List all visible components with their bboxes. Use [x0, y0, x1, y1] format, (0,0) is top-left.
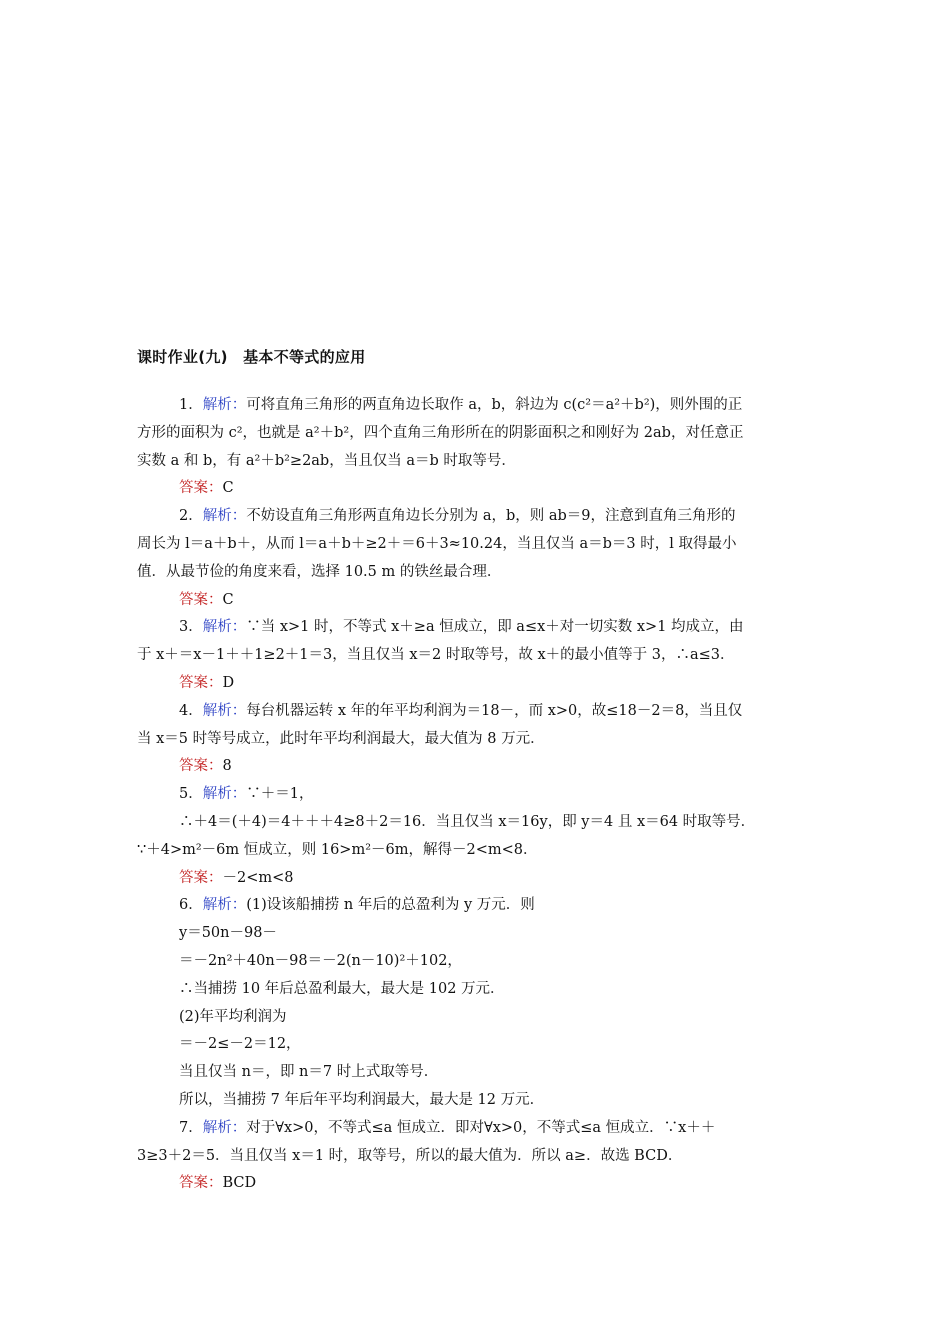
q3-number: 3．	[179, 619, 203, 636]
q5-line-1	[137, 781, 817, 809]
q5-answer-value: －2<m<8	[222, 869, 294, 886]
q7-answer	[137, 1170, 817, 1198]
q6-line-3: ＝－2n²＋40n－98＝－2(n－10)²＋102，	[179, 952, 462, 969]
q4-number: 4．	[179, 702, 203, 719]
q4-text-1: 每台机器运转 x 年的年平均利润为＝18－，而 x>0，故≤18－2＝8，当且仅	[246, 702, 743, 719]
q4-answer-label: 答案：	[179, 758, 223, 775]
q3-analysis-label: 解析：	[202, 619, 247, 636]
q7-line-2: 3≥3＋2＝5．当且仅当 x＝1 时，取等号，所以的最大值为．所以 a≥．故选 BCD．	[137, 1147, 683, 1164]
q2-line-1	[137, 503, 817, 531]
q3-answer-label: 答案：	[179, 674, 223, 691]
q3-answer	[137, 670, 817, 698]
q4-answer	[137, 753, 817, 781]
q1-text-1: 可将直角三角形的两直角边长取作 a，b，斜边为 c(c²＝a²＋b²)，则外围的正	[246, 397, 743, 413]
q3-line-1	[137, 614, 817, 642]
q5-analysis-label: 解析：	[202, 786, 247, 803]
q4-answer-value: 8	[222, 758, 232, 775]
q6-line-5: (2)年平均利润为	[179, 1008, 287, 1025]
q6-number: 6．	[179, 897, 203, 914]
q3-text-1: ∵当 x>1 时，不等式 x＋≥a 恒成立，即 a≤x＋对一切实数 x>1 均成立，由	[246, 619, 744, 636]
q1-answer-value: C	[222, 480, 234, 497]
q3-answer-value: D	[222, 674, 235, 691]
q1-line-1	[137, 392, 817, 420]
q6-line-4: ∴当捕捞 10 年后总盈利最大，最大是 102 万元．	[179, 980, 505, 997]
q2-answer	[137, 587, 817, 615]
q2-number: 2．	[179, 508, 203, 525]
document-page	[137, 346, 817, 1198]
q7-number: 7．	[179, 1119, 203, 1136]
q5-line-3: ∵＋4>m²－6m 恒成立，则 16>m²－6m，解得－2<m<8．	[137, 841, 538, 858]
q2-line-3: 值．从最节俭的角度来看，选择 10.5 m 的铁丝最合理．	[137, 563, 502, 580]
q1-line-3: 实数 a 和 b，有 a²＋b²≥2ab，当且仅当 a＝b 时取等号．	[137, 452, 516, 469]
q1-answer-label: 答案：	[179, 480, 223, 497]
q4-line-1	[137, 698, 817, 726]
q7-analysis-label: 解析：	[202, 1119, 247, 1136]
q2-text-1: 不妨设直角三角形两直角边长分别为 a，b，则 ab＝9，注意到直角三角形的	[246, 508, 736, 525]
q7-answer-value: BCD	[222, 1175, 257, 1192]
q7-text-1: 对于∀x>0，不等式≤a 恒成立．即对∀x>0，不等式≤a 恒成立．∵x＋＋	[246, 1119, 716, 1136]
q5-line-2: ∴＋4＝(＋4)＝4＋＋＋4≥8＋2＝16．当且仅当 x＝16y，即 y＝4 且 x＝64 时取等号．	[179, 813, 756, 830]
q7-line-1	[137, 1115, 817, 1143]
q7-answer-label: 答案：	[179, 1175, 223, 1192]
q4-analysis-label: 解析：	[202, 702, 247, 719]
q1-analysis-label: 解析：	[202, 397, 247, 413]
q4-line-2: 当 x＝5 时等号成立，此时年平均利润最大，最大值为 8 万元．	[137, 730, 545, 747]
q6-line-8: 所以，当捕捞 7 年后年平均利润最大，最大是 12 万元．	[179, 1091, 545, 1108]
q6-line-2: y＝50n－98－	[179, 925, 277, 942]
q1-answer	[137, 475, 817, 503]
q5-number: 5．	[179, 786, 203, 803]
q6-line-1	[137, 892, 817, 920]
q2-analysis-label: 解析：	[202, 508, 247, 525]
q5-answer	[137, 865, 817, 893]
page-title: 课时作业(九) 基本不等式的应用	[137, 348, 366, 366]
q5-answer-label: 答案：	[179, 869, 223, 886]
q3-line-2: 于 x＋＝x－1＋＋1≥2＋1＝3，当且仅当 x＝2 时取等号，故 x＋的最小值等于 3，∴a≤3．	[137, 647, 735, 664]
q2-line-2: 周长为 l＝a＋b＋，从而 l＝a＋b＋≥2＋＝6＋3≈10.24，当且仅当 a＝b＝3 时，l 取得最小	[137, 535, 737, 552]
q2-answer-label: 答案：	[179, 591, 223, 608]
q1-line-2: 方形的面积为 c²，也就是 a²＋b²，四个直角三角形所在的阴影面积之和刚好为 2ab，对任意正	[137, 424, 744, 441]
q2-answer-value: C	[222, 591, 234, 608]
q5-text-1: ∵＋＝1，	[246, 786, 314, 803]
q6-text-1: (1)设该船捕捞 n 年后的总盈利为 y 万元．则	[246, 897, 535, 914]
q6-line-6: ＝－2≤－2＝12，	[179, 1036, 301, 1053]
q6-analysis-label: 解析：	[202, 897, 247, 914]
q6-line-7: 当且仅当 n＝，即 n＝7 时上式取等号．	[179, 1064, 439, 1081]
q1-number: 1．	[179, 397, 203, 413]
